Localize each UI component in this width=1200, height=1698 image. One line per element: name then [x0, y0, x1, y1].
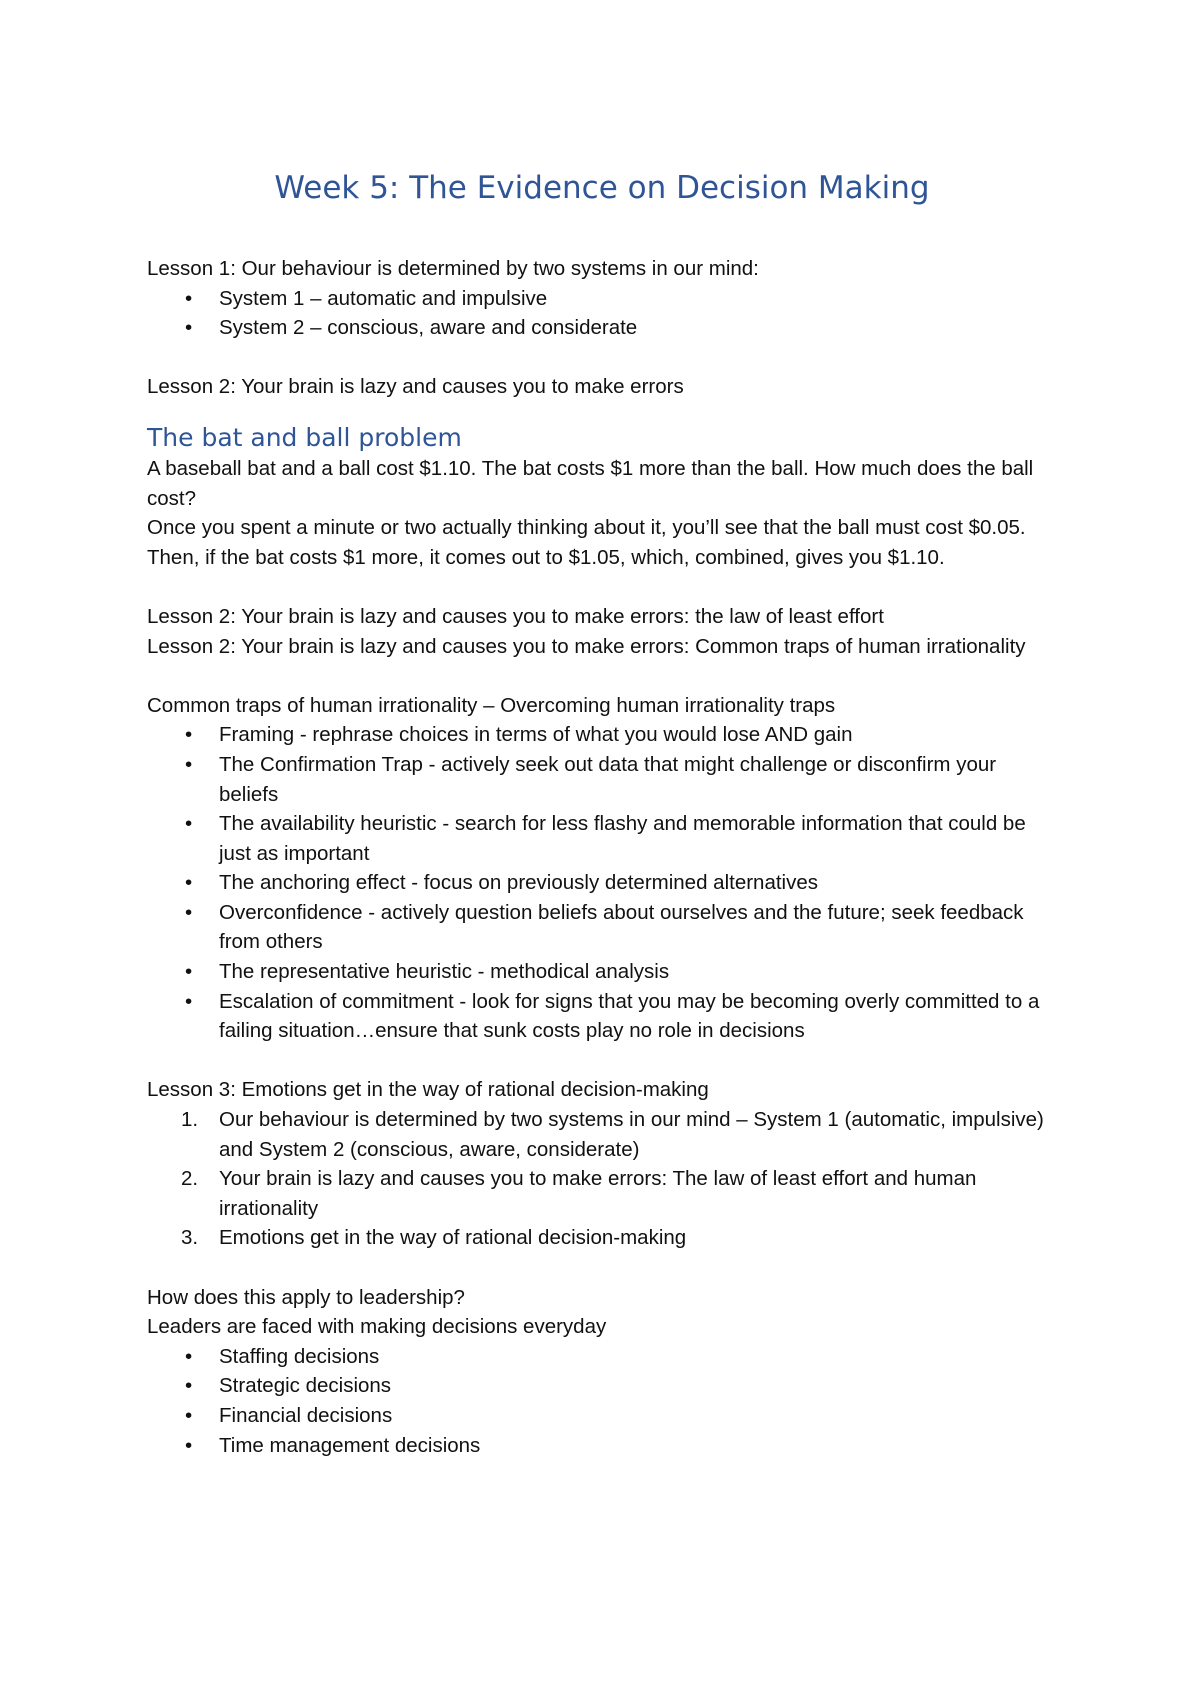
lesson2-intro: Lesson 2: Your brain is lazy and causes you to make errors: [147, 375, 684, 399]
list-item-text: The availability heuristic - search for less flashy and memorable information that could be just as important: [219, 812, 1026, 865]
document-body: [147, 168, 1057, 1460]
list-number: 3.: [181, 1226, 199, 1250]
list-item: [147, 313, 1057, 343]
traps-intro: Common traps of human irrationality – Overcoming human irrationality traps: [147, 693, 836, 717]
lesson1-list: [147, 284, 1057, 343]
list-item-text: Your brain is lazy and causes you to make errors: The law of least effort and human irrationality: [219, 1167, 977, 1220]
spacer: [147, 1253, 1057, 1283]
list-item: [147, 1164, 1057, 1223]
leadership-question: How does this apply to leadership?: [147, 1285, 465, 1309]
bullet-icon: •: [185, 960, 193, 984]
bullet-icon: •: [185, 1374, 193, 1398]
list-item-text: Framing - rephrase choices in terms of what you would lose AND gain: [219, 723, 853, 747]
bullet-icon: •: [185, 286, 193, 310]
bullet-icon: •: [185, 900, 193, 924]
list-item-text: The representative heuristic - methodical analysis: [219, 960, 670, 984]
list-item: [147, 868, 1057, 898]
list-item-text: Escalation of commitment - look for signs that you may be becoming overly committed to a failing situation…ensure that sunk costs play no role in decisions: [219, 989, 1040, 1043]
bullet-icon: •: [185, 316, 193, 340]
list-item: [147, 1223, 1057, 1253]
list-item-text: Staffing decisions: [219, 1344, 380, 1368]
page-title: Week 5: The Evidence on Decision Making: [274, 170, 930, 206]
list-item: [147, 720, 1057, 750]
bullet-icon: •: [185, 1344, 193, 1368]
list-item-text: System 2 – conscious, aware and considerate: [219, 316, 638, 340]
traps-list: [147, 720, 1057, 1046]
lesson2-law: Lesson 2: Your brain is lazy and causes you to make errors: the law of least effort: [147, 604, 884, 628]
list-item: [147, 957, 1057, 987]
list-item-text: Time management decisions: [219, 1433, 481, 1457]
list-number: 2.: [181, 1167, 199, 1191]
list-item: [147, 1105, 1057, 1164]
list-item: [147, 809, 1057, 868]
list-item: [147, 987, 1057, 1046]
spacer: [147, 1046, 1057, 1076]
lesson3-list: [147, 1105, 1057, 1253]
list-item-text: System 1 – automatic and impulsive: [219, 286, 548, 310]
bullet-icon: •: [185, 989, 193, 1013]
bullet-icon: •: [185, 812, 193, 836]
spacer: [147, 402, 1057, 422]
lesson2-traps: Lesson 2: Your brain is lazy and causes you to make errors: Common traps of human irrationality: [147, 634, 1026, 658]
list-item-text: Financial decisions: [219, 1403, 393, 1427]
list-item: [147, 898, 1057, 957]
list-item: [147, 284, 1057, 314]
list-item-text: Our behaviour is determined by two systems in our mind – System 1 (automatic, impulsive) and System 2 (conscious, aware, considerate): [219, 1108, 1044, 1161]
list-item: [147, 1371, 1057, 1401]
list-item: [147, 1401, 1057, 1431]
bat-ball-heading: The bat and ball problem: [147, 422, 462, 452]
list-item: [147, 1342, 1057, 1372]
list-item-text: Strategic decisions: [219, 1374, 392, 1398]
lesson3-intro: Lesson 3: Emotions get in the way of rational decision-making: [147, 1078, 709, 1102]
bat-ball-question: A baseball bat and a ball cost $1.10. The bat costs $1 more than the ball. How much does the ball cost?: [147, 456, 1034, 510]
leadership-statement: Leaders are faced with making decisions everyday: [147, 1315, 607, 1339]
bullet-icon: •: [185, 1403, 193, 1427]
spacer: [147, 572, 1057, 602]
list-item-text: The Confirmation Trap - actively seek out data that might challenge or disconfirm your beliefs: [219, 752, 997, 806]
bat-ball-answer: Once you spent a minute or two actually thinking about it, you’ll see that the ball must cost $0.05. Then, if the bat costs $1 more, it comes out to $1.05, which, combined, gives you $1.10.: [147, 516, 1026, 569]
lesson1-intro: Lesson 1: Our behaviour is determined by two systems in our mind:: [147, 257, 759, 280]
list-item: [147, 750, 1057, 809]
bullet-icon: •: [185, 723, 193, 747]
bullet-icon: •: [185, 871, 193, 895]
list-item-text: Emotions get in the way of rational decision-making: [219, 1226, 687, 1250]
bullet-icon: •: [185, 1433, 193, 1457]
list-item-text: The anchoring effect - focus on previously determined alternatives: [219, 871, 819, 895]
list-number: 1.: [181, 1108, 199, 1132]
list-item-text: Overconfidence - actively question beliefs about ourselves and the future; seek feedback from others: [219, 900, 1024, 954]
bullet-icon: •: [185, 752, 193, 776]
spacer: [147, 343, 1057, 373]
spacer: [147, 661, 1057, 691]
leadership-list: [147, 1342, 1057, 1460]
list-item: [147, 1431, 1057, 1461]
